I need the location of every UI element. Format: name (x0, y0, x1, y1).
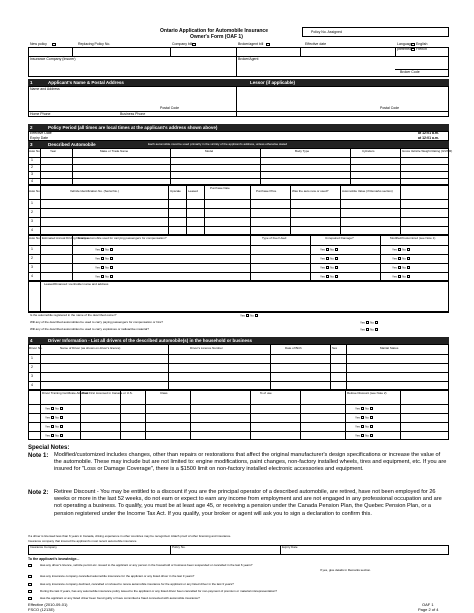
section2-header: 2 Policy Period (all times are local times at the applicant's address shown above) (28, 124, 449, 131)
t3-damage-row4[interactable]: Yes No (320, 275, 338, 278)
company-bill-checkbox[interactable] (192, 43, 196, 46)
t3-modified-row1[interactable]: Yes No (392, 248, 410, 251)
t1-row-4: 4 (31, 179, 33, 183)
lienholder-label: Leased/Financed: Lienholder name and address (44, 282, 109, 286)
language-label: Language (397, 42, 413, 46)
q2-yesno[interactable] (28, 575, 32, 578)
q4-text: During the last 3 years, has any automobile insurance policy issued to the applicant or any listed driver been cancelled for non-payment of premium or material misrepresentation? (40, 589, 277, 593)
t2-col-value: Automobile Value (if Remarks section) (342, 189, 393, 193)
prior-insurance-box[interactable] (28, 545, 449, 555)
applicant-address-box[interactable] (28, 86, 449, 117)
auto-table-1 (28, 148, 449, 185)
note1-text: Modified/customized includes changes, other than repairs or restorations that affect the original manufacturer's design specifications or increase the value of the automobile. These may include but are not limited to: engine modifications, paint changes, non-factory installed wheels, tires and equipment, etc. If you are insured for "Loss or Damage Coverage", there is a $1500 limit on non-factory installed electronic accessories and equipment. (54, 452, 447, 473)
t3-row-3: 3 (31, 265, 33, 269)
drv-col-no: Driver No. (29, 346, 43, 350)
drv-row-2: 2 (31, 365, 33, 369)
broker-bill-label: Broker/agent bill (238, 42, 264, 46)
french-label: French (416, 47, 427, 51)
prior-company-note: Insurance company that insured the applicant's most recent automobile insurance (28, 539, 137, 543)
policy-assigned-box[interactable] (302, 27, 449, 37)
drv-row-1: 1 (31, 356, 33, 360)
t1-row-1: 1 (31, 158, 33, 162)
q4-yesno[interactable] (28, 590, 32, 593)
drv2-yesno-row1[interactable]: Yes No (45, 407, 63, 410)
policy-time-2: at 12:01 a.m. (418, 136, 440, 140)
q1-yesno[interactable] (28, 564, 32, 567)
t3-damage-row2[interactable]: Yes No (320, 257, 338, 260)
t1-row-3: 3 (31, 172, 33, 176)
t1-col-model: Model (205, 149, 214, 153)
note2-label: Note 2: (28, 490, 49, 496)
section3-header: 3 Described Automobile Each automobile must be used primarily in the vicinity of the applicant's address, unless otherwise stated (28, 141, 449, 148)
business-phone-label: Business Phone (120, 112, 146, 116)
t3-damage-row1[interactable]: Yes No (320, 248, 338, 251)
footer-effective: Effective (2010-09-01) (28, 602, 68, 607)
driver-table-2 (28, 390, 449, 440)
prior-insurance-note: If a driver is licensed less than 6 years in Canada, driving experience in other countries may be recognized. Attach proof of other licensing and insurance. (28, 534, 232, 538)
policy-assigned-label: Policy No. Assigned (311, 30, 342, 34)
drv2-retiree-row2[interactable]: Yes No (355, 416, 373, 419)
footer-page: Page 2 of 4 (418, 607, 439, 612)
effective-date-label: Effective date (305, 42, 327, 46)
drv-row-4: 4 (31, 383, 33, 387)
drv-licence-date-label: Date First Licensed in Canada or U.S. (82, 391, 133, 395)
english-checkbox[interactable] (411, 43, 415, 46)
q5-text: Has the applicant or any listed driver been found guilty or have committed a fraud connected with automobile insurance? (40, 596, 200, 600)
company-bill-label: Company bill (172, 42, 193, 46)
drv-col-dob: Date of Birth (285, 346, 302, 350)
t3-col-auto: Auto No. (29, 236, 41, 240)
t1-col-body: Body Type (295, 149, 310, 153)
drv2-yesno-row3[interactable]: Yes No (45, 425, 63, 428)
english-label: English (416, 42, 428, 46)
preferred-label: preferred (397, 47, 412, 51)
prior-insurance-company: Insurance Company (30, 545, 57, 549)
footer-form: OAF 1 (422, 602, 434, 607)
t3-row-4: 4 (31, 274, 33, 278)
form-title-line2: Owner's Form (OAF 1) (190, 34, 243, 40)
t1-row-2: 2 (31, 165, 33, 169)
drv-row-3: 3 (31, 374, 33, 378)
note1-label: Note 1: (28, 453, 49, 459)
drv-col-sex: Sex (332, 346, 338, 350)
q-registered: Is the automobile registered in the name of the described owner? (30, 313, 117, 317)
t2-col-leased: Leased (188, 189, 198, 193)
q3-text: Has any insurance company declined, cancelled or refused to renew automobile insurance for the applicant or any listed driver in the last 3 years? (40, 582, 234, 586)
q-explosives: Will any of the described automobiles be used to carry explosives or radioactive material? (30, 327, 149, 331)
t3-yesno-row1[interactable]: Yes No (95, 248, 113, 251)
t3-yesno-row2[interactable]: Yes No (95, 257, 113, 260)
q2-text: Has any insurance company cancelled automobile insurance for the applicant or any listed driver in the last 3 years? (40, 574, 195, 578)
t2-col-newused: Was the auto new or used? (292, 189, 329, 193)
postal-code-lessor-label: Postal Code (380, 106, 400, 110)
t2-row-4: 4 (31, 228, 33, 232)
drv2-yesno-row4[interactable]: Yes No (45, 434, 63, 437)
t3-yesno-row4[interactable]: Yes No (95, 275, 113, 278)
t3-damage-row3[interactable]: Yes No (320, 266, 338, 269)
t2-col-pdate: Purchase Date (210, 186, 230, 190)
t3-col-damage: Unrepaired Damage? (325, 236, 354, 240)
drv-col-name: Name of Driver (as shown on driver's licence) (60, 346, 121, 350)
new-policy-label: New policy (30, 42, 47, 46)
top-info-box (28, 47, 449, 77)
t3-modified-row3[interactable]: Yes No (392, 266, 410, 269)
drv2-retiree-row1[interactable]: Yes No (355, 407, 373, 410)
t2-col-upscale: Upscale (170, 189, 181, 193)
drv-col-licence: Driver's Licence Number (190, 346, 223, 350)
t2-col-vin: Vehicle Identification No. (Serial No.) (70, 189, 119, 193)
broker-code-label: Broker Code (400, 70, 420, 74)
home-phone-label: Home Phone (30, 112, 51, 116)
q3-yesno[interactable] (28, 583, 32, 586)
knowledge-title: To the applicant's knowledge... (28, 557, 80, 561)
t1-col-make: Make or Trade Name (100, 149, 129, 153)
t3-modified-row4[interactable]: Yes No (392, 275, 410, 278)
t3-col-fuel: Type of Fuel Used (262, 236, 287, 240)
t2-col-auto: Auto No. (29, 189, 41, 193)
auto-table-3 (28, 235, 449, 281)
q5-yesno[interactable] (28, 597, 32, 600)
t3-col-distance: Estimated Annual Driving Distance (42, 236, 89, 240)
t3-yesno-row3[interactable]: Yes No (95, 266, 113, 269)
drv-class-label: Class (160, 391, 168, 395)
t2-row-2: 2 (31, 210, 33, 214)
t3-modified-row2[interactable]: Yes No (392, 257, 410, 260)
q1b-text: If yes, give details in Remarks section. (320, 568, 372, 572)
broker-agent-label: Broker/Agent (238, 57, 259, 61)
prior-expiry-date: Expiry Date (282, 545, 298, 549)
name-address-label: Name and Address (30, 87, 60, 91)
postal-code-label: Postal Code (160, 106, 180, 110)
drv2-retiree-row4[interactable]: Yes No (355, 434, 373, 437)
policy-expiry-label: Expiry Date (30, 136, 49, 140)
form-title-line1: Ontario Application for Automobile Insurance (160, 28, 268, 34)
policy-period-box[interactable] (28, 131, 449, 141)
t3-col-carrying: Is any automobile used for carrying passengers for compensation? (78, 236, 167, 240)
special-notes-title: Special Notes: (28, 445, 70, 451)
footer-fsco: FSCO (1213E) (28, 607, 55, 612)
policy-effective-label: Effective Date (30, 131, 52, 135)
drv-retiree-label: Retiree Discount (see Note 2) (347, 391, 387, 395)
t1-col-auto: Auto No. (29, 149, 41, 153)
t3-row-2: 2 (31, 256, 33, 260)
q-registered-yesno[interactable]: Yes No (240, 314, 258, 317)
q-carrying: Will any of the described automobiles be used to carry paying passengers for compensation or hire? (30, 320, 163, 324)
drv-col-marital: Marital Status (380, 346, 399, 350)
drv2-retiree-row3[interactable]: Yes No (355, 425, 373, 428)
driver-table-1 (28, 344, 449, 390)
drv-training-label: Driver Training Certificate Attached (42, 391, 89, 395)
replacing-policy-label: Replacing Policy No. (78, 42, 111, 46)
t3-row-1: 1 (31, 247, 33, 251)
broker-bill-checkbox[interactable] (266, 43, 270, 46)
t1-col-gvwr: Gross Vehicle Weight Rating (GVWR) (402, 149, 453, 153)
t2-col-price: Purchase Price (256, 189, 277, 193)
drv-percent-label: % of use (260, 391, 272, 395)
section4-header: 4 Driver Information - List all drivers of the described automobile(s) in the household or business (28, 337, 449, 344)
french-checkbox[interactable] (411, 48, 415, 51)
note2-text: Retiree Discount - You may be entitled to a discount if you are the principal operator of a described automobile, are retired, have not been employed for 26 weeks or more in the last 52 weeks, do not earn or expect to earn any income from employment and are not engaged in any professional occupation and are not operating a business. To qualify, you must be at least age 45, or receiving a pension under the Canada Pension Plan, the Quebec Pension Plan, or a pension registered under the Income Tax Act. If you qualify, your broker or agent will ask you to sign a declaration to confirm this. (54, 489, 442, 517)
insurance-company-label: Insurance Company (Insurer) (30, 57, 76, 61)
new-policy-checkbox[interactable] (52, 43, 56, 46)
drv2-yesno-row2[interactable]: Yes No (45, 416, 63, 419)
t1-col-cyl: Cylinders (362, 149, 375, 153)
t2-row-3: 3 (31, 219, 33, 223)
q1-text: Has any driver's licence, vehicle permit etc. issued to the applicant or any person in the household or business been suspended or cancelled in the last 6 years? (40, 563, 253, 567)
section1-header: 1 Applicant's Name & Postal Address Lessor (if applicable) (28, 79, 449, 86)
t2-row-1: 1 (31, 201, 33, 205)
q-explosives-yesno[interactable]: Yes No (360, 328, 378, 331)
prior-policy-no: Policy No. (172, 545, 186, 549)
t3-col-modified: Modified/Customized (see Note 1) (390, 236, 436, 240)
q-carrying-yesno[interactable]: Yes No (360, 321, 378, 324)
policy-time-1: at 12:01 a.m. (418, 131, 440, 135)
t1-col-year: Year (50, 149, 57, 153)
